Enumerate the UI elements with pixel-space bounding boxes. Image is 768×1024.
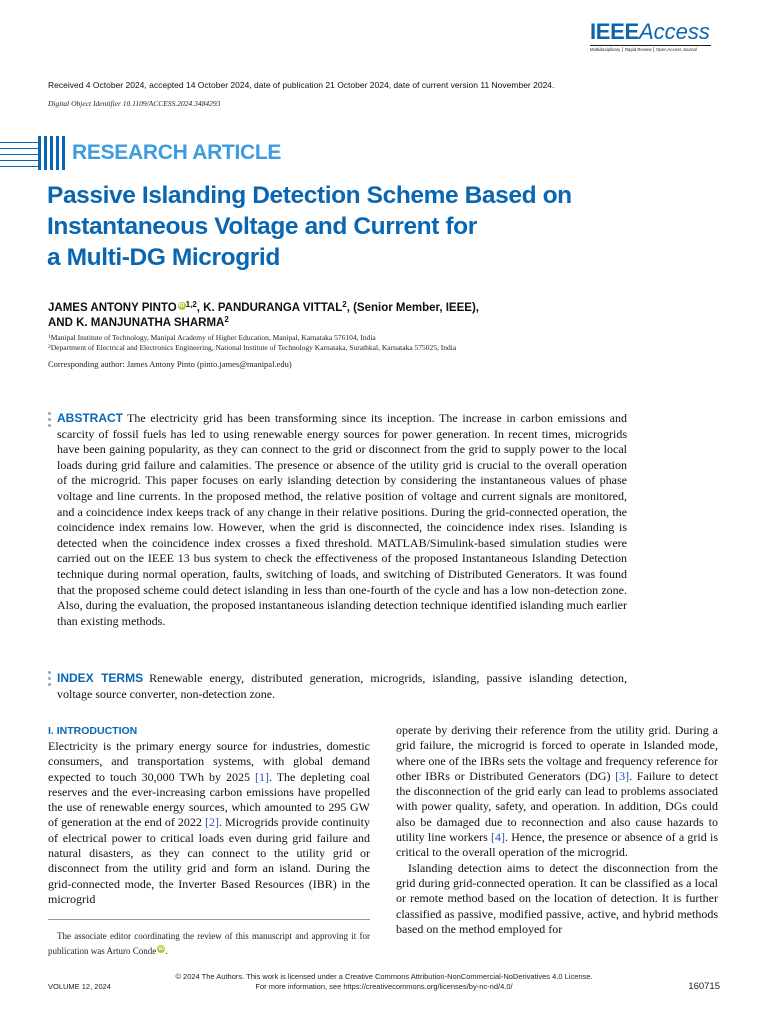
logo-ieee: IEEE [590,19,639,44]
title-line: a Multi-DG Microgrid [47,244,280,271]
abstract-label: ABSTRACT [57,411,123,425]
citation-link[interactable]: [3] [615,768,630,783]
affiliation-item: $^1$Manipal Institute of Technology, Manipal Academy of Higher Education, Manipal, Karnataka 576104, India [48,333,376,342]
volume-label: VOLUME 12, 2024 [48,982,111,991]
title-line: Instantaneous Voltage and Current for [47,213,477,240]
intro-paragraph: operate by deriving their reference from the utility grid. During a grid failure, the microgrid is forced to operate in Islanded mode, where one of the IBRs sets the voltage and frequency reference for other IBRs or Distributed Generators (DG) [3]. Failure to detect the disconnection of the grid early can lead to problems associated with power quality, safety, and operation. In addition, DGs could also be damaged due to reconnection and also cause hazards to utility line workers [4]. Hence, the presence or absence of a grid is critical to the overall operation of the microgrid. [396,723,718,860]
index-terms-text: Renewable energy, distributed generation, microgrids, islanding, passive islanding detection, voltage source converter, non-detection zone. [57,671,627,701]
citation-link[interactable]: [4] [491,830,506,845]
orcid-icon[interactable]: iD [178,303,185,309]
logo-wordmark [590,20,715,44]
author-line [48,316,668,331]
section-heading: I. INTRODUCTION [48,725,138,737]
intro-paragraph: Electricity is the primary energy source for industries, domestic consumers, and transportation systems, with global demand expected to touch 30,000 TWh by 2025 [1]. The depleting coal reserves and the ever-increasing carbon emissions have propelled the use of renewable energy sources, which amounted to 295 GW of generation at the end of 2022 [2]. Microgrids provide continuity of electrical power to critical loads even during grid failure and natural disasters, as they can connect to the utility grid or disconnect from the utility grid and form an island. During the grid-connected mode, the Inverter Based Resources (IBR) in the microgrid [48,739,370,906]
doi-line: Digital Object Identifier 10.1109/ACCESS.2024.3484293 [48,99,221,108]
affiliations [48,333,456,353]
footnote-rule [48,919,370,920]
body-column-right [396,723,718,937]
license-line: For more information, see https://creativecommons.org/licenses/by-nc-nd/4.0/ [255,982,513,991]
index-terms [57,671,627,702]
author-affiliation-mark: 1,2 [185,300,197,309]
journal-logo [590,20,715,53]
author-membership: , (Senior Member, IEEE), [346,302,479,314]
logo-tagline: Multidisciplinary ⎮ Rapid Review ⎮ Open Access Journal [590,47,697,52]
logo-access: Access [638,19,710,44]
received-dates: Received 4 October 2024, accepted 14 October 2024, date of publication 21 October 2024, date of current version 11 November 2024. [48,80,555,90]
body-column-left [48,724,370,907]
affiliation-item: $^2$Department of Electrical and Electronics Engineering, National Institute of Technology Karnataka, Surathkal, Karnataka 575025, India [48,343,457,352]
author-list [48,301,668,331]
editor-footnote: The associate editor coordinating the review of this manuscript and approving it for publication was Arturo Conde iD. [48,931,370,956]
license-notice [0,972,768,992]
author-affiliation-mark: 2 [224,315,229,324]
index-terms-marker-icon [48,671,52,689]
abstract-marker-icon [48,412,52,430]
paper-title [47,180,667,273]
intro-paragraph: Islanding detection aims to detect the disconnection from the grid during grid-connected operation. It can be classified as a local or remote method based on the location of detection. It is further classified as passive, modified passive, active, and hybrid methods based on the method employed for [396,860,718,936]
citation-link[interactable]: [2] [205,815,220,830]
author-name: AND K. MANJUNATHA SHARMA [48,317,225,329]
page-number: 160715 [688,981,720,992]
abstract-text: The electricity grid has been transforming since its inception. The increase in carbon emissions and scarcity of fossil fuels has led to using renewable energy sources for power generation. In recent times, microgrids have been gaining popularity, as they can connect to the grid or disconnect from the grid to supply power to the local loads during grid failure and calamities. The presence or absence of the utility grid is crucial to the overall operation of the microgrid. This paper focuses on early islanding detection by considering the instantaneous values of phase voltage and line currents. In the proposed method, the relative position of voltage and current signals are monitored, and a coincidence index keeps track of any change in their relative positions. During the grid-connected operation, the coincidence index remains low. However, when the grid is disconnected, the coincidence index rises. Islanding is detected when the coincidence index crosses a fixed threshold. MATLAB/Simulink-based simulation studies were carried out on the IEEE 13 bus system to check the effectiveness of the proposed Instantaneous Islanding Detection technique during normal operation, faults, switching of loads, and switching of Distributed Generators. It was found that the proposed scheme could detect islanding in less than one-fourth of the cycle and has a low non-detection zone. Also, during the evaluation, the proposed instantaneous islanding detection technique identified islanding much earlier than existing methods. [57,411,627,628]
license-line: © 2024 The Authors. This work is licensed under a Creative Commons Attribution-NonCommercial-NoDerivatives 4.0 License. [175,972,593,981]
author-affiliation-mark: 2 [342,300,347,309]
corresponding-author: Corresponding author: James Antony Pinto (pinto.james@manipal.edu) [48,359,292,369]
orcid-icon[interactable]: iD [158,946,164,952]
article-type-label: RESEARCH ARTICLE [72,141,282,164]
article-type-decoration [0,136,66,170]
author-name: , K. PANDURANGA VITTAL [196,302,343,314]
author-line [48,301,668,316]
index-terms-label: INDEX TERMS [57,671,144,685]
title-line: Passive Islanding Detection Scheme Based on [47,182,572,209]
author-name: JAMES ANTONY PINTO [48,302,177,314]
abstract [57,411,627,629]
citation-link[interactable]: [1] [254,769,269,784]
